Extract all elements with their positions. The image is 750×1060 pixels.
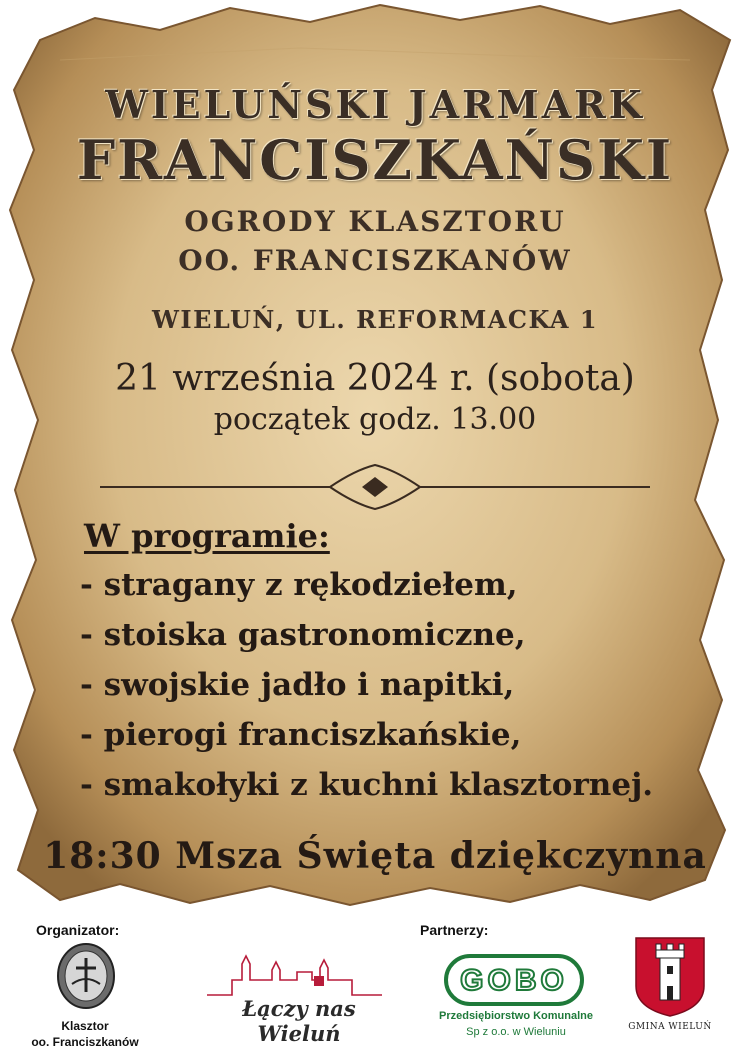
coat-of-arms-icon [634,936,706,1018]
event-date: 21 września 2024 r. (sobota) [115,358,635,399]
program-item: - pierogi franciszkańskie, [80,717,522,753]
program-item: - swojskie jadło i napitki, [80,667,515,703]
wielun-slogan: Łączy nas Wieluń [242,996,356,1046]
gobo-logo-text: GOBO [460,964,568,997]
program-item: - stoiska gastronomiczne, [80,617,526,653]
title-line-1: WIELUŃSKI JARMARK [105,82,645,127]
gmina-label: GMINA WIELUŃ [628,1022,712,1032]
gobo-logo-icon [444,952,584,1008]
start-time: początek godz. 13.00 [213,402,537,437]
program-heading: W programie: [84,517,330,555]
program-item: - smakołyki z kuchni klasztornej. [80,767,654,803]
partners-label: Partnerzy: [420,922,489,938]
ornament-divider-icon [100,462,650,512]
footer [0,910,750,1060]
gobo-company-line-2: Sp z o.o. w Wieluniu [466,1026,566,1038]
program-item: - stragany z rękodziełem, [80,567,518,603]
title-line-2: FRANCISZKAŃSKI [76,128,674,192]
venue-line-1: OGRODY KLASZTORU [184,205,566,238]
organizer-name [20,1018,150,1050]
gobo-company-line-1: Przedsiębiorstwo Komunalne [438,1010,594,1022]
organizer-name-line-1: Klasztor [61,1019,109,1033]
address: WIELUŃ, UL. REFORMACKA 1 [151,305,599,334]
organizer-name-line-2: oo. Franciszkanów [31,1035,139,1049]
mass-announcement: 18:30 Msza Święta dziękczynna [43,835,707,877]
town-skyline-icon [202,950,392,1000]
program-list [80,512,700,810]
venue-line-2: OO. FRANCISZKANÓW [178,244,572,277]
organizer-label: Organizator: [36,922,120,938]
franciscan-seal-icon [54,942,118,1014]
